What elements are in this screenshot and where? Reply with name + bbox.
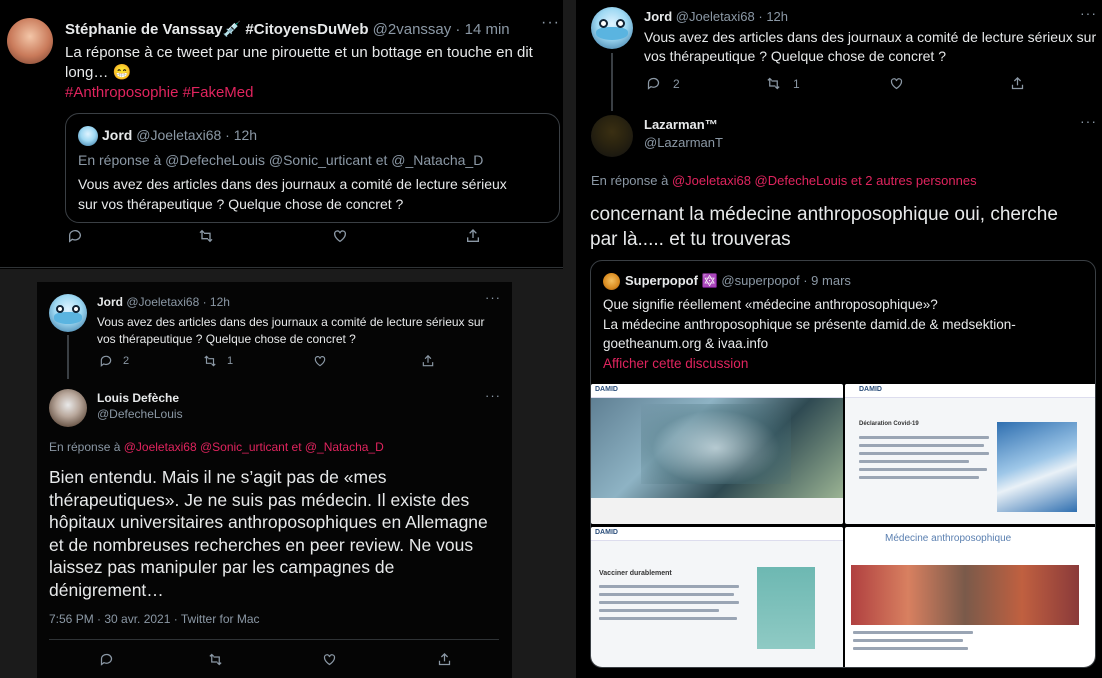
parent-text-line: Vous avez des articles dans des journaux a comité de lecture sérieux sur xyxy=(97,315,485,329)
avatar-jord[interactable] xyxy=(49,294,87,332)
retweet-count: 1 xyxy=(227,355,234,367)
tweet-text-line: long… 😁 xyxy=(65,64,132,81)
reply-text-line: concernant la médecine anthroposophique oui, cherche xyxy=(590,204,1058,225)
author-handle[interactable]: @2vanssay · 14 min xyxy=(372,21,510,38)
parent-author-name[interactable]: Jord xyxy=(97,295,124,309)
quote-text-line: Vous avez des articles dans des journaux a comité de lecture sérieux xyxy=(78,176,507,192)
reply-to xyxy=(591,173,977,188)
reply-icon[interactable] xyxy=(67,228,83,247)
avatar-jord xyxy=(78,126,98,146)
parent-actions xyxy=(646,76,1026,92)
media-header xyxy=(591,527,843,541)
more-icon[interactable]: ··· xyxy=(485,388,501,403)
text-line xyxy=(859,460,969,463)
quote-author-badge: 🔯 xyxy=(701,273,718,288)
media-logo: DAMID xyxy=(595,386,618,393)
share-icon[interactable] xyxy=(1010,76,1025,94)
parent-actions xyxy=(99,354,439,370)
media-photo xyxy=(757,567,815,649)
thread-line xyxy=(611,53,613,111)
reply-text-line: et de nombreuses recherches en peer review. Ne vous xyxy=(49,534,474,555)
quote-text-line: goetheanum.org & ivaa.info xyxy=(603,336,769,351)
retweet-count: 1 xyxy=(793,76,800,91)
reply-text-line: hôpitaux universitaires anthroposophiques en Allemagne xyxy=(49,512,488,533)
like-icon[interactable] xyxy=(313,354,327,371)
reply-text-line: thérapeutiques». Je ne suis pas médecin. Il existe des xyxy=(49,489,470,510)
text-line xyxy=(859,444,984,447)
share-icon[interactable] xyxy=(465,228,481,247)
reply-button[interactable] xyxy=(99,354,129,368)
like-icon[interactable] xyxy=(889,76,904,94)
text-line xyxy=(599,593,734,596)
reply-to-users[interactable]: @Joeletaxi68 @Sonic_urticant et @_Natacha_D xyxy=(123,440,384,454)
reply-text-line: Bien entendu. Mais il ne s’agit pas de «mes xyxy=(49,467,387,487)
avatar-louis[interactable] xyxy=(49,389,87,427)
quote-reply-to: En réponse à @DefecheLouis @Sonic_urticant et @_Natacha_D xyxy=(78,152,484,168)
retweet-icon xyxy=(203,354,217,368)
parent-header xyxy=(644,9,788,24)
reply-to-prefix: En réponse à xyxy=(49,440,121,454)
more-icon[interactable]: ··· xyxy=(485,290,501,305)
retweet-button[interactable] xyxy=(766,76,800,91)
tweet-panel-bottom-left xyxy=(37,282,512,678)
quote-author-name: Superpopof xyxy=(625,273,698,288)
reply-author-name[interactable]: Louis Defèche xyxy=(97,391,180,405)
reply-author-handle[interactable]: @LazarmanT xyxy=(644,135,723,150)
quote-header xyxy=(102,127,257,143)
tweet-header xyxy=(65,20,510,38)
text-line xyxy=(599,617,737,620)
reply-text-line: par là..... et tu trouveras xyxy=(590,229,791,250)
text-line xyxy=(859,468,987,471)
avatar-stephanie[interactable] xyxy=(7,18,53,64)
media-image-group[interactable] xyxy=(845,527,1096,668)
parent-author-handle[interactable]: @Joeletaxi68 · 12h xyxy=(126,295,230,309)
tweet-meta[interactable]: 7:56 PM · 30 avr. 2021 · Twitter for Mac xyxy=(49,612,260,626)
media-photo xyxy=(851,565,1079,625)
share-icon[interactable] xyxy=(437,652,452,672)
reply-count: 2 xyxy=(673,76,680,91)
retweet-button[interactable] xyxy=(203,354,233,368)
reply-text xyxy=(590,202,1058,252)
reply-icon xyxy=(646,76,661,91)
more-icon[interactable]: ··· xyxy=(541,14,560,31)
avatar-superpopof xyxy=(603,273,620,290)
media-heading: Vacciner durablement xyxy=(599,570,672,577)
text-line xyxy=(853,647,968,650)
tweet-text xyxy=(65,43,533,103)
reply-text-line: dénigrement… xyxy=(49,579,164,600)
reply-icon xyxy=(99,354,113,368)
reply-author-handle[interactable]: @DefecheLouis xyxy=(97,407,183,421)
media-photo xyxy=(997,422,1077,512)
reply-to-prefix: En réponse à xyxy=(591,173,669,188)
reply-actions xyxy=(99,652,459,668)
quote-text xyxy=(78,174,507,214)
reply-icon[interactable] xyxy=(99,652,114,672)
quote-text-line: Que signifie réellement «médecine anthroposophique»? xyxy=(603,297,938,312)
parent-text-line: Vous avez des articles dans des journaux a comité de lecture sérieux sur xyxy=(644,29,1097,45)
media-caption-bar xyxy=(591,498,843,524)
quote-author-handle: @Joeletaxi68 · 12h xyxy=(136,127,258,143)
reply-count: 2 xyxy=(123,355,130,367)
tweet-panel-top-left xyxy=(0,0,563,268)
media-logo: DAMID xyxy=(859,386,882,393)
reply-to-users[interactable]: @Joeletaxi68 @DefecheLouis et 2 autres personnes xyxy=(671,173,977,188)
text-line xyxy=(859,436,989,439)
quote-author-handle: @superpopof · 9 mars xyxy=(721,273,851,288)
tweet-panel-right xyxy=(576,0,1102,678)
text-line xyxy=(859,452,989,455)
reply-to xyxy=(49,440,384,454)
text-line xyxy=(599,609,719,612)
like-icon[interactable] xyxy=(322,652,337,672)
avatar-lazarman[interactable] xyxy=(591,115,633,157)
media-image-vaccine[interactable] xyxy=(591,527,843,668)
hashtags[interactable]: #Anthroposophie #FakeMed xyxy=(65,84,254,101)
parent-author-name[interactable]: Jord xyxy=(644,9,673,24)
avatar-jord[interactable] xyxy=(591,7,633,49)
text-line xyxy=(859,476,979,479)
media-header xyxy=(591,384,843,398)
author-name[interactable]: Stéphanie de Vanssay💉 #CitoyensDuWeb xyxy=(65,21,369,38)
media-image-covid[interactable] xyxy=(845,384,1096,524)
parent-text-line: vos thérapeutique ? Quelque chose de concret ? xyxy=(644,48,946,64)
more-icon[interactable]: ··· xyxy=(1080,113,1097,129)
text-line xyxy=(599,601,739,604)
retweet-icon xyxy=(766,76,781,91)
retweet-icon[interactable] xyxy=(208,652,223,672)
show-thread-link[interactable]: Afficher cette discussion xyxy=(603,355,749,371)
quote-text-line: sur vos thérapeutique ? Quelque chose de concret ? xyxy=(78,196,404,212)
media-heading: Médecine anthroposophique xyxy=(885,533,1012,544)
media-overlay xyxy=(641,404,791,484)
like-icon[interactable] xyxy=(332,228,348,247)
retweet-icon[interactable] xyxy=(198,228,214,247)
quote-text xyxy=(603,295,1016,373)
quoted-tweet[interactable] xyxy=(65,113,560,223)
text-line xyxy=(853,639,963,642)
quote-text-line: La médecine anthroposophique se présente damid.de & medsektion- xyxy=(603,316,1016,332)
reply-author-name[interactable]: Lazarman™ xyxy=(644,117,718,132)
parent-text xyxy=(97,314,485,348)
quote-header xyxy=(625,273,851,289)
media-header xyxy=(845,384,1096,398)
reply-text-line: laissez pas manipuler par les campagnes de xyxy=(49,557,395,578)
media-image-surgery[interactable] xyxy=(591,384,843,524)
reply-button[interactable] xyxy=(646,76,680,91)
divider xyxy=(49,639,499,640)
share-icon[interactable] xyxy=(421,354,435,371)
quoted-tweet[interactable] xyxy=(590,260,1096,668)
more-icon[interactable]: ··· xyxy=(1080,5,1097,21)
parent-text xyxy=(644,28,1096,66)
parent-header xyxy=(97,295,230,309)
parent-text-line: vos thérapeutique ? Quelque chose de concret ? xyxy=(97,332,356,346)
media-logo: DAMID xyxy=(595,529,618,536)
reply-text xyxy=(49,466,488,602)
tweet-text-line: La réponse à ce tweet par une pirouette et un bottage en touche en dit xyxy=(65,44,533,61)
text-line xyxy=(599,585,739,588)
parent-author-handle[interactable]: @Joeletaxi68 · 12h xyxy=(675,9,789,24)
text-line xyxy=(853,631,973,634)
media-heading: Déclaration Covid-19 xyxy=(859,421,919,427)
panel-separator xyxy=(563,0,576,678)
thread-line xyxy=(67,335,69,379)
quote-author-name: Jord xyxy=(102,127,133,143)
